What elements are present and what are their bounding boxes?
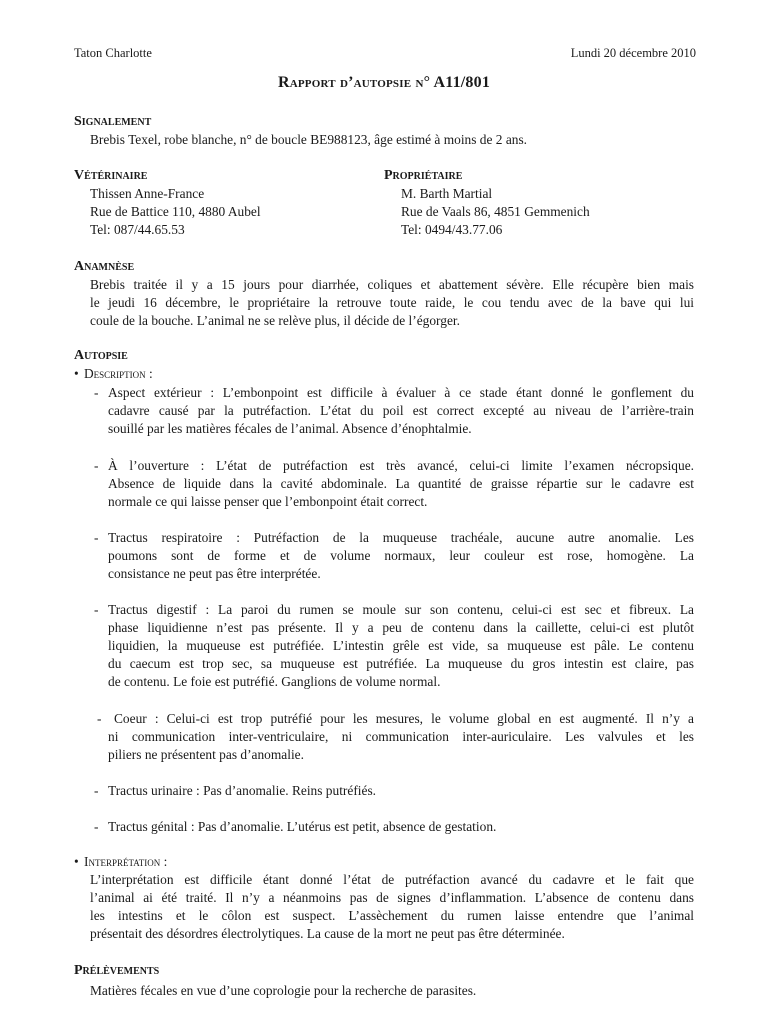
interpretation-label-row [74, 853, 167, 871]
author-name: Taton Charlotte [74, 46, 152, 60]
dash-icon: - [94, 783, 99, 798]
autopsie-heading: Autopsie [74, 348, 128, 363]
description-item-digestif [108, 601, 694, 691]
text-line: L’interprétation est difficile étant donné l’état de putréfaction avancé du cadavre et le fait que [90, 872, 694, 887]
dash-icon: - [97, 711, 102, 726]
interpretation-paragraph [90, 871, 694, 943]
text-line: ni communication inter-ventriculaire, ni communication inter-auriculaire. Les valvules et les [108, 729, 694, 744]
proprietaire-heading: Propriétaire [384, 168, 463, 183]
text-line: souillé par les matières fécales de l’animal. Absence d’énophtalmie. [108, 421, 472, 436]
text-line: Aspect extérieur : L’embonpoint est difficile à évaluer à ce stade étant donné le gonflement du [108, 385, 694, 400]
text-line: les intestins et le côlon est suspect. L’assèchement du rumen laisse entendre que l’animal [90, 908, 694, 923]
description-item-ouverture [108, 457, 694, 511]
dash-icon: - [94, 530, 99, 545]
text-line: cadavre causé par la putréfaction. L’état du poil est correct excepté au niveau de l’arrière-train [108, 403, 694, 418]
text-line: le jeudi 16 décembre, le propriétaire la retrouve toute raide, le cou tendu avec de la bave qui lui [90, 295, 694, 310]
signalement-heading: Signalement [74, 114, 152, 129]
text-line: présentait des désordres électrolytiques. La cause de la mort ne peut pas être déterminée. [90, 926, 565, 941]
proprietaire-address: Rue de Vaals 86, 4851 Gemmenich [401, 204, 590, 219]
description-item-aspect [108, 384, 694, 438]
dash-icon: - [94, 819, 99, 834]
text-line: coule de la bouche. L’animal ne se relève plus, il décide de l’égorger. [90, 313, 460, 328]
description-item-respiratoire [108, 529, 694, 583]
text-line: poumons sont de forme et de volume normaux, leur couleur est rose, homogène. La [108, 548, 694, 563]
interpretation-label: Interprétation : [84, 854, 168, 869]
anamnese-paragraph [90, 276, 694, 330]
veterinaire-heading: Vétérinaire [74, 168, 148, 183]
text-line: piliers ne présentent pas d’anomalie. [108, 747, 304, 762]
description-item-genital [108, 818, 694, 836]
anamnese-heading: Anamnèse [74, 259, 135, 274]
proprietaire-phone: Tel: 0494/43.77.06 [401, 222, 503, 237]
dash-icon: - [94, 458, 99, 473]
description-label: Description : [84, 366, 153, 381]
signalement-text: Brebis Texel, robe blanche, n° de boucle BE988123, âge estimé à moins de 2 ans. [90, 132, 528, 147]
text-line: Tractus digestif : La paroi du rumen se moule sur son contenu, celui-ci est sec et fibreux. La [108, 602, 694, 617]
text-line: de contenu. Le foie est putréfié. Ganglions de volume normal. [108, 674, 441, 689]
text-line: consistance ne peut pas être interprétée. [108, 566, 321, 581]
text-line: l’animal ai été traité. Il n’y a néanmoins pas de signes d’inflammation. L’absence de contenu dans [90, 890, 694, 905]
text-line: normale ce qui laisse penser que l’embonpoint était correct. [108, 494, 428, 509]
veterinaire-name: Thissen Anne-France [90, 186, 205, 201]
bullet-icon: • [74, 854, 79, 869]
proprietaire-name: M. Barth Martial [401, 186, 493, 201]
report-date: Lundi 20 décembre 2010 [570, 46, 696, 60]
text-line: Tractus génital : Pas d’anomalie. L’utérus est petit, absence de gestation. [108, 819, 497, 834]
report-title: Rapport d’autopsie n° A11/801 [277, 74, 491, 91]
text-line: Tractus urinaire : Pas d’anomalie. Reins putréfiés. [108, 783, 377, 798]
dash-icon: - [94, 602, 99, 617]
text-line: du caecum est trop sec, sa muqueuse est putréfiée. La muqueuse du gros intestin est claire, pas [108, 656, 694, 671]
veterinaire-address: Rue de Battice 110, 4880 Aubel [90, 204, 261, 219]
veterinaire-phone: Tel: 087/44.65.53 [90, 222, 185, 237]
text-line: Brebis traitée il y a 15 jours pour diarrhée, coliques et abattement sévère. Elle récupère bien mais [90, 277, 694, 292]
description-item-urinaire [108, 782, 694, 800]
prelevements-text: Matières fécales en vue d’une coprologie pour la recherche de parasites. [90, 983, 477, 998]
text-line: À l’ouverture : L’état de putréfaction est très avancé, celui-ci limite l’examen nécropsique. [108, 458, 694, 473]
text-line: Coeur : Celui-ci est trop putréfié pour les mesures, le volume global en est augmenté. Il n’y a [114, 711, 694, 726]
description-label-row [74, 365, 153, 383]
description-item-coeur [108, 710, 694, 764]
text-line: Absence de liquide dans la cavité abdominale. La quantité de graisse répartie sur le cadavre est [108, 476, 694, 491]
prelevements-heading: Prélèvements [74, 963, 160, 978]
text-line: Tractus respiratoire : Putréfaction de la muqueuse trachéale, aucune autre anomalie. Les [108, 530, 694, 545]
bullet-icon: • [74, 366, 79, 381]
text-line: liquidien, la muqueuse est putréfiée. L’intestin grêle est vide, sa muqueuse est pâle. Le contenu [108, 638, 694, 653]
text-line: phase liquidienne n’est pas présente. Il y a peu de contenu dans la caillette, celui-ci est plutôt [108, 620, 694, 635]
dash-icon: - [94, 385, 99, 400]
